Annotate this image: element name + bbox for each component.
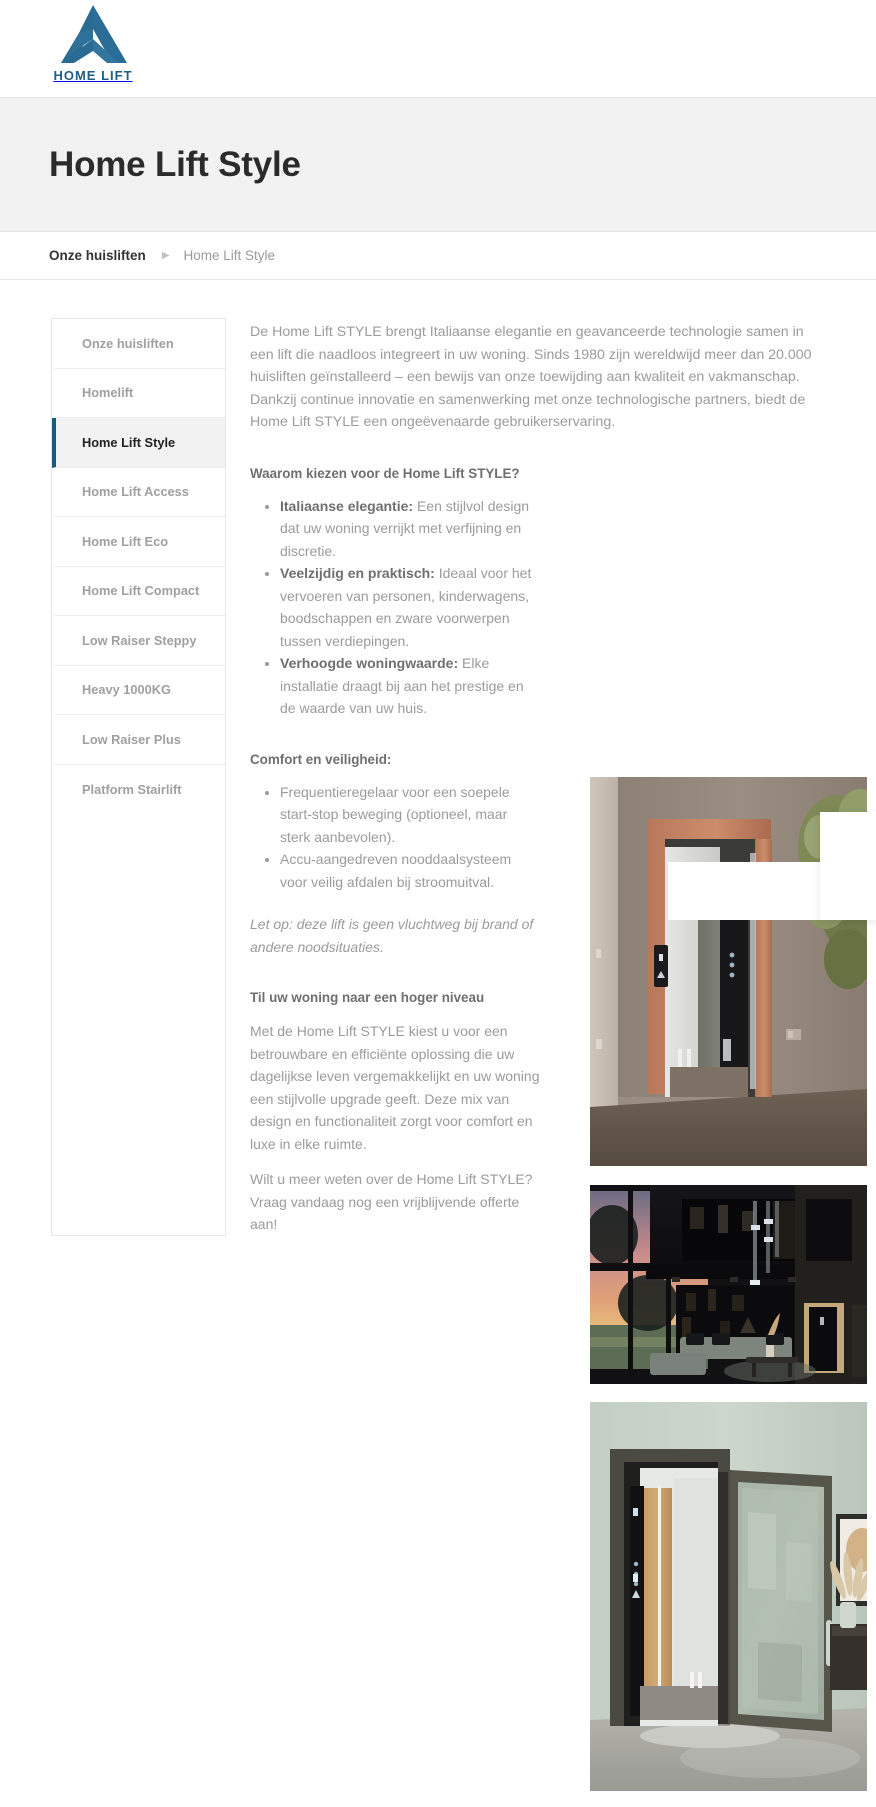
benefits-list — [250, 495, 540, 720]
page-content — [0, 280, 876, 1236]
sidebar-item-home-lift-compact[interactable] — [52, 567, 225, 617]
list-item — [280, 781, 540, 849]
list-item — [280, 562, 540, 652]
page-title-band — [0, 98, 876, 232]
logo-text: HOME LIFT — [53, 68, 133, 83]
sidebar-item-platform-stairlift[interactable] — [52, 765, 225, 815]
list-item — [280, 848, 540, 893]
list-item-text: Ideaal voor het vervoeren van personen, kinderwagens, boodschappen en zware voorwerpen tussen verdiepingen. — [280, 565, 532, 649]
sidebar-item-onze-huisliften[interactable] — [52, 319, 225, 369]
sidebar-item-heavy-1000kg[interactable] — [52, 666, 225, 716]
elevator-glass-door-photo — [590, 1402, 867, 1791]
site-header — [0, 0, 876, 98]
comfort-list — [250, 781, 540, 894]
list-item-text: Frequentieregelaar voor een soepele start-stop beweging (optioneel, maar sterk aanbevolen). — [280, 783, 510, 845]
body-paragraph-2: Wilt u meer weten over de Home Lift STYLE? Vraag vandaag nog een vrijblijvende offerte aan! — [250, 1171, 533, 1232]
sidebar-item-label: Low Raiser Steppy — [82, 632, 197, 648]
sidebar-item-homelift[interactable] — [52, 369, 225, 419]
overlay-card-secondary — [820, 812, 876, 920]
sidebar-item-label: Home Lift Compact — [82, 583, 200, 599]
sidebar-item-home-lift-style[interactable] — [52, 418, 225, 468]
list-item-lead: Veelzijdig en praktisch: — [280, 565, 435, 581]
sidebar-item-label: Low Raiser Plus — [82, 731, 181, 747]
sidebar-item-label: Home Lift Style — [82, 434, 176, 450]
caret-right-icon: ▶ — [161, 249, 170, 261]
list-item-lead: Verhoogde woningwaarde: — [280, 655, 459, 671]
page-title: Home Lift Style — [49, 144, 301, 184]
site-logo[interactable] — [47, 3, 139, 95]
list-item-text: Accu-aangedreven nooddaalsysteem voor veilig afdalen bij stroomuitval. — [280, 851, 512, 890]
list-item-text: Elke installatie draagt bij aan het prestige en de waarde van uw huis. — [280, 655, 524, 716]
dark-living-room-dusk-photo — [590, 1185, 867, 1384]
heading-waarom: Waarom kiezen voor de Home Lift STYLE? — [250, 465, 520, 481]
breadcrumb — [0, 232, 876, 280]
body-paragraph-1: Met de Home Lift STYLE kiest u voor een betrouwbare en efficiënte oplossing die uw dagelijkse leven vergemakkelijkt en uw woning een stijlvolle upgrade geeft. Deze mix van design en functionaliteit zorgt voor comfort en luxe in elke ruimte. — [250, 1023, 540, 1152]
sidebar-item-label: Onze huisliften — [82, 335, 174, 351]
sidebar-item-label: Home Lift Eco — [82, 533, 169, 549]
sidebar-item-label: Platform Stairlift — [82, 781, 182, 797]
sidebar-item-label: Homelift — [82, 385, 134, 401]
sidebar-item-low-raiser-plus[interactable] — [52, 715, 225, 765]
list-item-lead: Italiaanse elegantie: — [280, 497, 414, 514]
sidebar-item-home-lift-eco[interactable] — [52, 517, 225, 567]
sidebar-item-home-lift-access[interactable] — [52, 468, 225, 518]
breadcrumb-current: Home Lift Style — [183, 248, 276, 263]
sidebar-item-label: Home Lift Access — [82, 484, 189, 500]
list-item — [280, 495, 540, 563]
list-item — [280, 652, 540, 720]
safety-note: Let op: deze lift is geen vluchtweg bij brand of andere noodsituaties. — [250, 916, 534, 955]
heading-til: Til uw woning naar een hoger niveau — [250, 990, 485, 1005]
sidebar-item-low-raiser-steppy[interactable] — [52, 616, 225, 666]
main-content — [250, 318, 812, 1236]
list-item-text: Een stijlvol design dat uw woning verrijkt met verfijning en discretie. — [280, 497, 530, 559]
sidebar-item-label: Heavy 1000KG — [82, 682, 171, 698]
breadcrumb-parent-link[interactable]: Onze huisliften — [49, 248, 146, 263]
triangle-mountain-logo-icon — [49, 3, 137, 67]
sidebar-nav — [51, 318, 226, 1236]
intro-paragraph: De Home Lift STYLE brengt Italiaanse elegantie en geavanceerde technologie samen in een lift die naadloos integreert in uw woning. Sinds 1980 zijn wereldwijd meer dan 20.000 huisliften geïnstalleerd – een bewijs van onze toewijding aan kwaliteit en vakmanschap. Dankzij continue innovatie en samenwerking met onze technologische partners, biedt de Home Lift STYLE een ongeëvenaarde gebruikerservaring. — [250, 324, 812, 430]
heading-comfort: Comfort en veiligheid: — [250, 751, 392, 767]
